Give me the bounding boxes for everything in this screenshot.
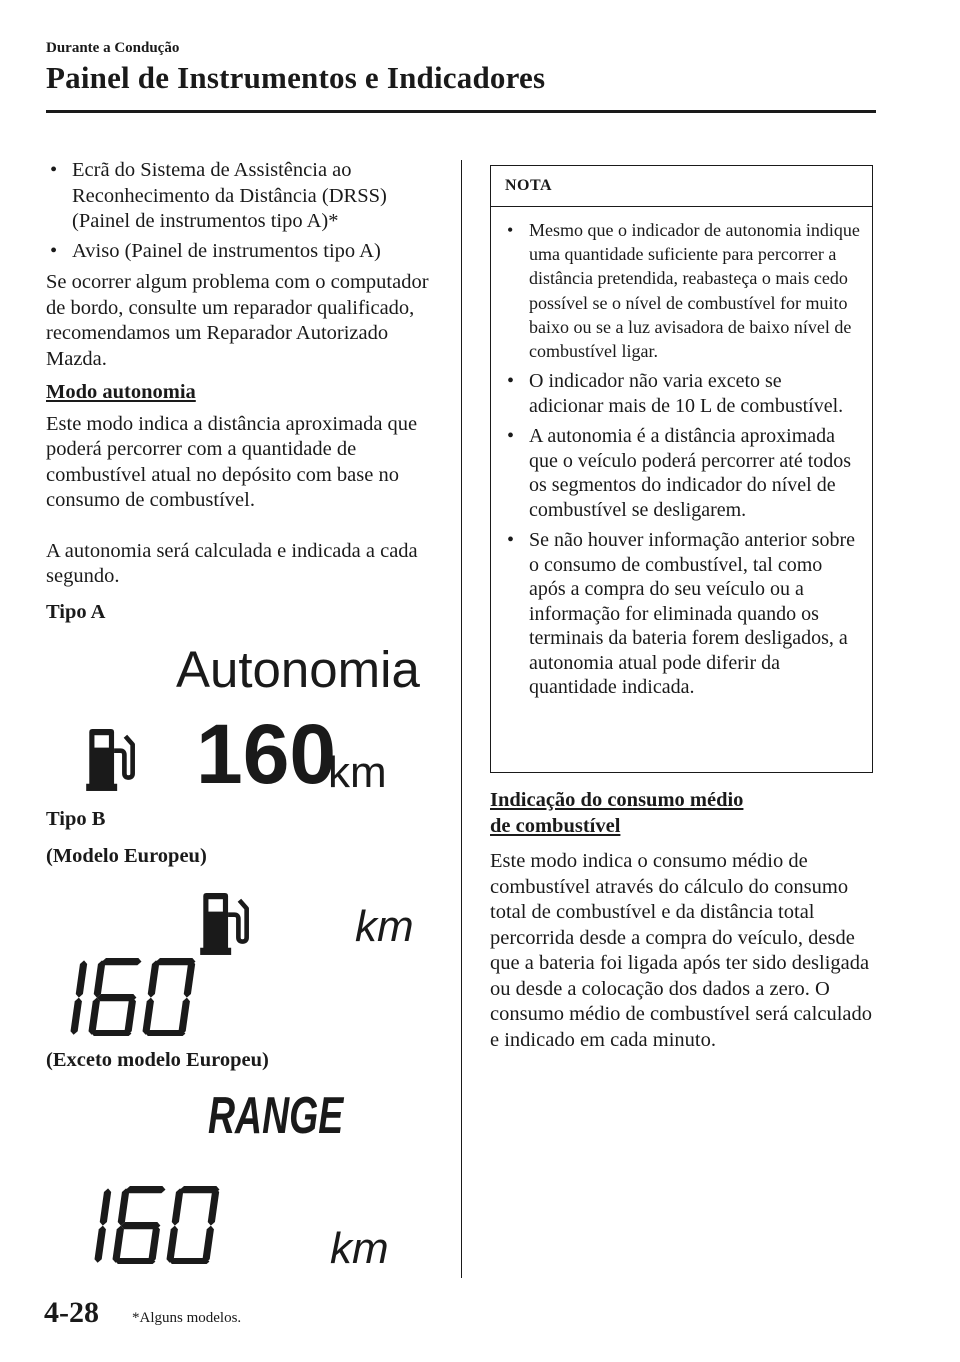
page-title: Painel de Instrumentos e Indicadores <box>46 60 546 95</box>
fuel-pump-icon <box>86 728 138 792</box>
right-column <box>490 788 875 1053</box>
mode-paragraph-2: A autonomia será calculada e indicada a cada segundo. <box>46 539 418 587</box>
modelo-europeu-label: (Modelo Europeu) <box>46 845 207 867</box>
list-item: • O indicador não varia exceto se adicionar mais de 10 L de combustível. <box>507 370 844 417</box>
consumption-heading: Indicação do consumo médio de combustível <box>490 789 744 837</box>
list-item: • Aviso (Painel de instrumentos tipo A) <box>50 239 381 262</box>
column-divider <box>461 160 462 1278</box>
seven-segment-display <box>86 1186 246 1264</box>
fuel-pump-icon <box>200 892 252 956</box>
display-b-unit: km <box>355 902 414 951</box>
exceto-europeu-label: (Exceto modelo Europeu) <box>46 1049 269 1071</box>
seven-segment-display <box>62 958 222 1036</box>
display-a-value: 160 <box>196 707 337 801</box>
title-rule <box>46 110 876 113</box>
left-column <box>46 158 441 625</box>
list-item: • Ecrã do Sistema de Assistência ao Reconhecimento da Distância (DRSS) (Painel de instrumentos tipo A)* <box>50 159 387 232</box>
tipo-b-label: Tipo B <box>46 808 106 830</box>
display-c-label: RANGE <box>208 1087 344 1145</box>
section-label: Durante a Condução <box>46 40 180 56</box>
mode-paragraph: Este modo indica a distância aproximada que poderá percorrer com a quantidade de combustível atual no depósito com base no consumo de combustível. <box>46 412 418 511</box>
mode-heading: Modo autonomia <box>46 381 196 403</box>
display-c-unit: km <box>330 1224 389 1273</box>
list-item: • Se não houver informação anterior sobre o consumo de combustível, tal como após a compra do seu veículo ou a informação for eliminada quando os terminais da bateria forem desligados, a autonomia atual pode diferir da quantidade indicada. <box>507 529 855 699</box>
list-item: • A autonomia é a distância aproximada que o veículo poderá percorrer até todos os segmentos do indicador do nível de combustível se desligarem. <box>507 425 852 521</box>
page-number: 4-28 <box>44 1296 99 1329</box>
consumption-paragraph: Este modo indica o consumo médio de combustível através do cálculo do consumo total de combustível e da distância total percorrida desde a compra do veículo, desde que a bateria foi ligada após ter sido desligada ou desde a colocação dos dados a zero. O consumo médio de combustível será calculado e indicado em cada minuto. <box>490 850 872 1051</box>
footnote: *Alguns modelos. <box>132 1310 242 1326</box>
tipo-a-label: Tipo A <box>46 600 106 623</box>
display-a-unit: km <box>328 748 387 797</box>
display-a-label: Autonomia <box>176 641 420 698</box>
note-heading: NOTA <box>505 177 553 194</box>
intro-paragraph: Se ocorrer algum problema com o computador de bordo, consulte um reparador qualificado, recomendamos um Reparador Autorizado Mazda. <box>46 271 429 370</box>
list-item: • Mesmo que o indicador de autonomia indique uma quantidade suficiente para percorrer a distância pretendida, reabasteça o mais cedo possível se o nível de combustível for muito baixo ou se a luz avisadora de baixo nível de combustível ligar. <box>507 220 860 362</box>
note-box <box>490 165 873 773</box>
